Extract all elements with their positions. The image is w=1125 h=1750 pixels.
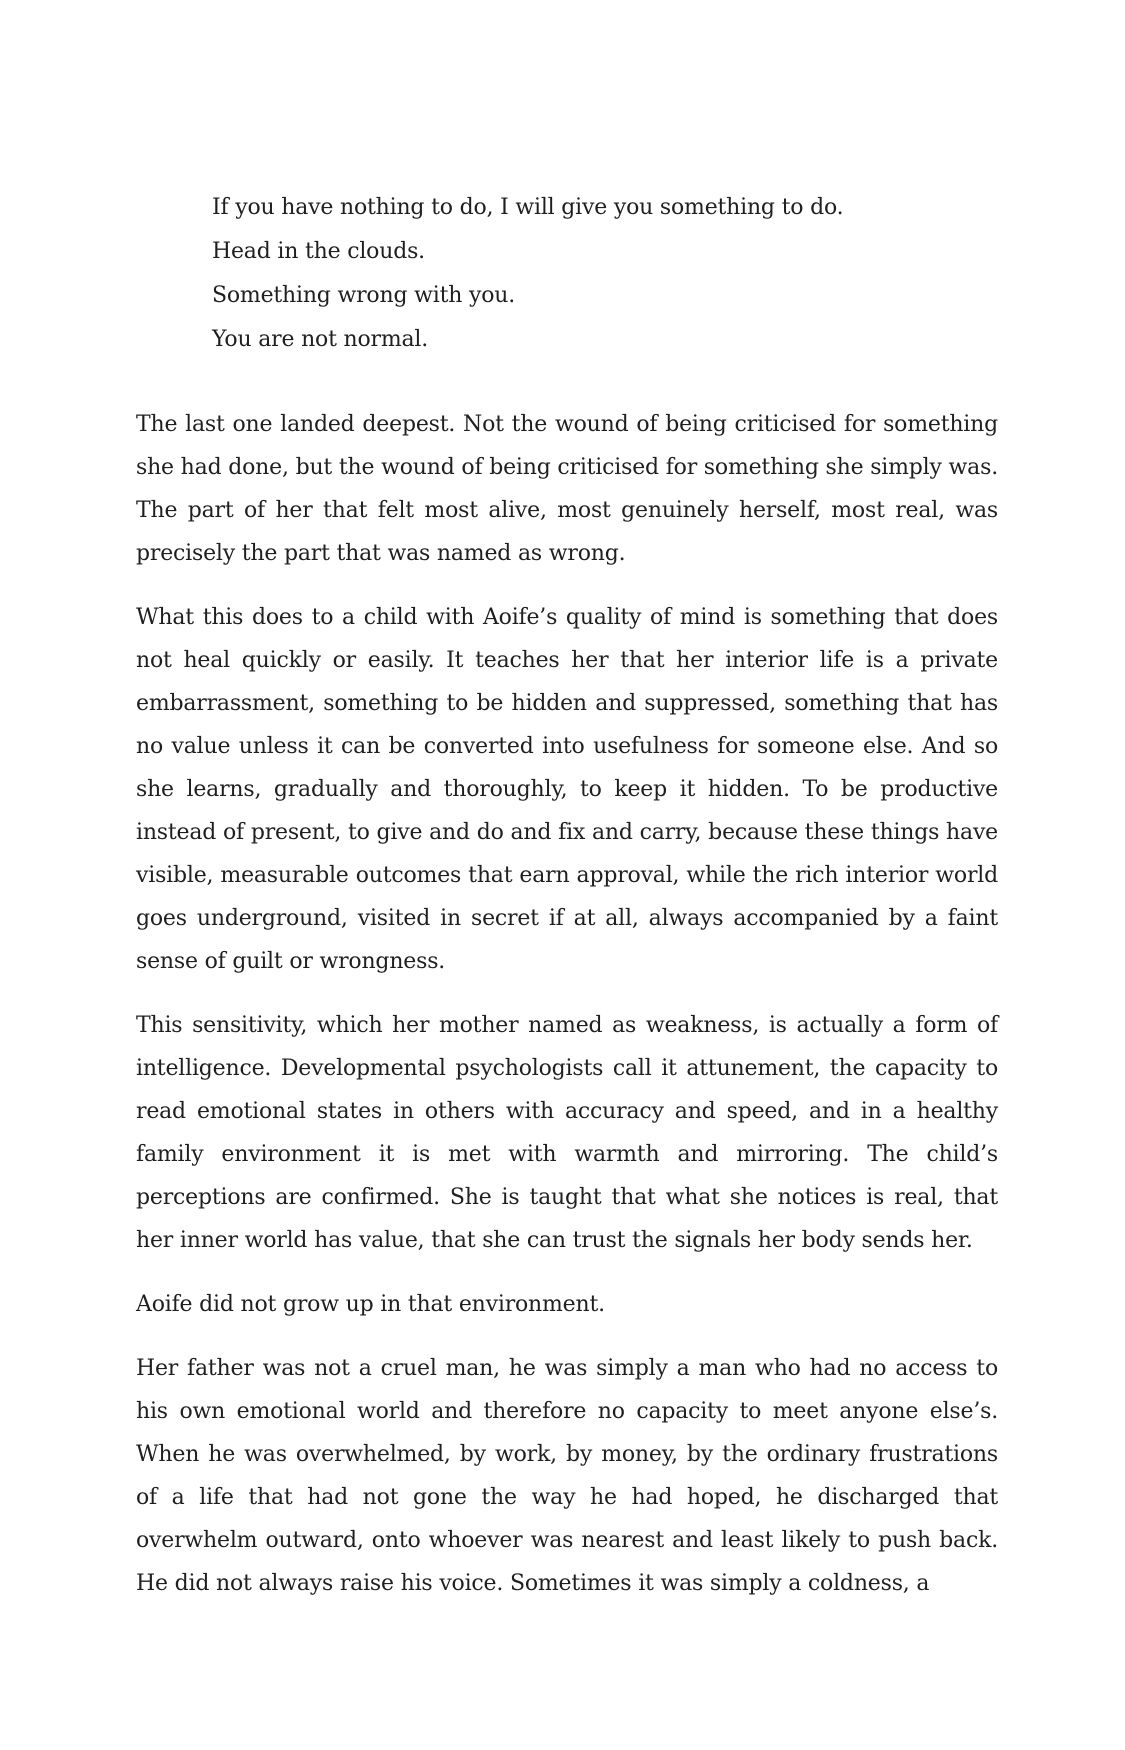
quote-line-3: Something wrong with you. xyxy=(212,283,516,308)
paragraph-1: The last one landed deepest. Not the wound of being criticised for something she had done, but the wound of being criticised for something she simply was. The part of her that felt most alive, most genuinely herself, most real, was precisely the part that was named as wrong. xyxy=(136,412,998,566)
paragraph-5: Her father was not a cruel man, he was simply a man who had no access to his own emotional world and therefore no capacity to meet anyone else’s. When he was overwhelmed, by work, by money, by the ordinary frustrations of a life that had not gone the way he had hoped, he discharged that overwhelm outward, onto whoever was nearest and least likely to push back. He did not always raise his voice. Sometimes it was simply a coldness, a xyxy=(136,1356,998,1596)
paragraph-3: This sensitivity, which her mother named as weakness, is actually a form of intelligence. Developmental psychologists call it attunement, the capacity to read emotional states in others with accuracy and speed, and in a healthy family environment it is met with warmth and mirroring. The child’s perceptions are confirmed. She is taught that what she notices is real, that her inner world has value, that she can trust the signals her body sends her. xyxy=(136,1013,998,1253)
quote-line-1: If you have nothing to do, I will give you something to do. xyxy=(212,195,844,220)
quote-line-4: You are not normal. xyxy=(212,327,429,352)
quoted-phrases xyxy=(212,186,1012,362)
paragraph-2: What this does to a child with Aoife’s quality of mind is something that does not heal quickly or easily. It teaches her that her interior life is a private embarrassment, something to be hidden and suppressed, something that has no value unless it can be converted into usefulness for someone else. And so she learns, gradually and thoroughly, to keep it hidden. To be productive instead of present, to give and do and fix and carry, because these things have visible, measurable outcomes that earn approval, while the rich interior world goes underground, visited in secret if at all, always accompanied by a faint sense of guilt or wrongness. xyxy=(136,605,998,974)
paragraph-4: Aoife did not grow up in that environment. xyxy=(136,1292,605,1317)
quote-line-2: Head in the clouds. xyxy=(212,239,425,264)
body-text xyxy=(136,403,998,1626)
